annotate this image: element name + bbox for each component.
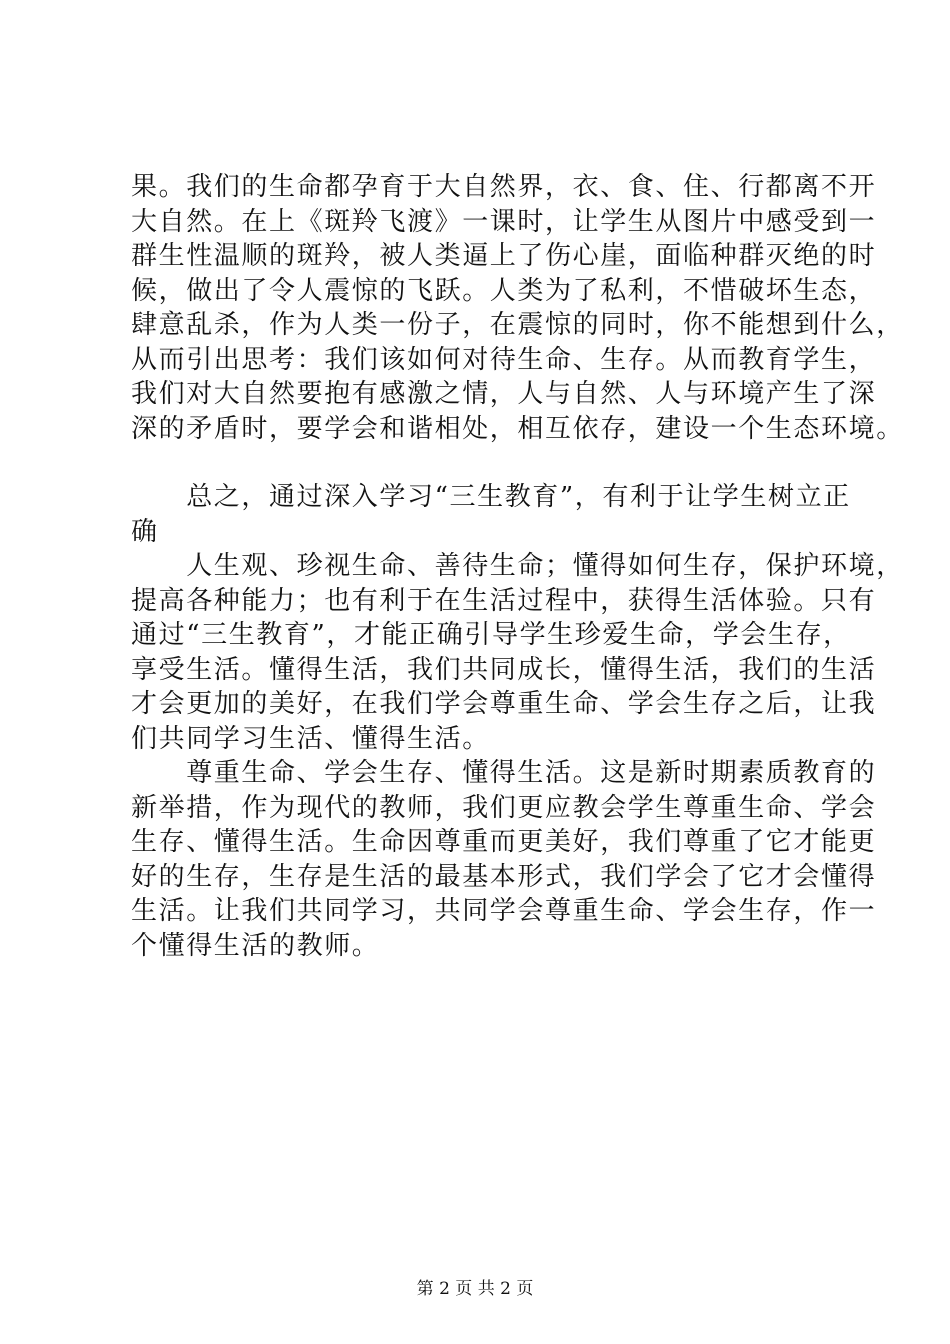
- text-line: 新举措，作为现代的教师，我们更应教会学生尊重生命、学会: [131, 792, 877, 823]
- text-line: 提高各种能力；也有利于在生活过程中，获得生活体验。只有: [131, 585, 877, 616]
- text-line: 好的生存，生存是生活的最基本形式，我们学会了它才会懂得: [131, 861, 877, 892]
- text-line: 从而引出思考：我们该如何对待生命、生存。从而教育学生，: [131, 344, 877, 375]
- text-line: 们共同学习生活、懂得生活。: [131, 723, 490, 754]
- text-line: 才会更加的美好，在我们学会尊重生命、学会生存之后，让我: [131, 689, 877, 719]
- text-line: 我们对大自然要抱有感激之情，人与自然、人与环境产生了深: [131, 379, 877, 409]
- text-line: 人生观、珍视生命、善待生命；懂得如何生存，保护环境，: [131, 551, 904, 581]
- text-line: 大自然。在上《斑羚飞渡》一课时，让学生从图片中感受到一: [131, 206, 877, 237]
- text-line: 确: [131, 516, 159, 547]
- text-line: 群生性温顺的斑羚，被人类逼上了伤心崖，面临种群灭绝的时: [131, 241, 877, 271]
- text-line: 总之，通过深入学习“三生教育”，有利于让学生树立正: [131, 482, 851, 512]
- body-text: [131, 170, 904, 963]
- text-line: 候，做出了令人震惊的飞跃。人类为了私利，不惜破坏生态，: [131, 275, 877, 306]
- text-line: 深的矛盾时，要学会和谐相处，相互依存，建设一个生态环境。: [131, 413, 904, 444]
- paragraph-gap: [131, 446, 861, 480]
- text-line: 果。我们的生命都孕育于大自然界，衣、食、住、行都离不开: [131, 172, 877, 202]
- text-line: 个懂得生活的教师。: [131, 930, 380, 961]
- text-line: 享受生活。懂得生活，我们共同成长，懂得生活，我们的生活: [131, 654, 877, 685]
- text-line: 肆意乱杀，作为人类一份子，在震惊的同时，你不能想到什么，: [131, 310, 904, 340]
- text-line: 生活。让我们共同学习，共同学会尊重生命、学会生存，作一: [131, 896, 877, 926]
- page-number-footer: 第 2 页 共 2 页: [416, 1279, 534, 1299]
- text-line: 尊重生命、学会生存、懂得生活。这是新时期素质教育的: [131, 758, 877, 788]
- text-line: 生存、懂得生活。生命因尊重而更美好，我们尊重了它才能更: [131, 827, 877, 857]
- text-line: 通过“三生教育”，才能正确引导学生珍爱生命，学会生存，: [131, 620, 851, 650]
